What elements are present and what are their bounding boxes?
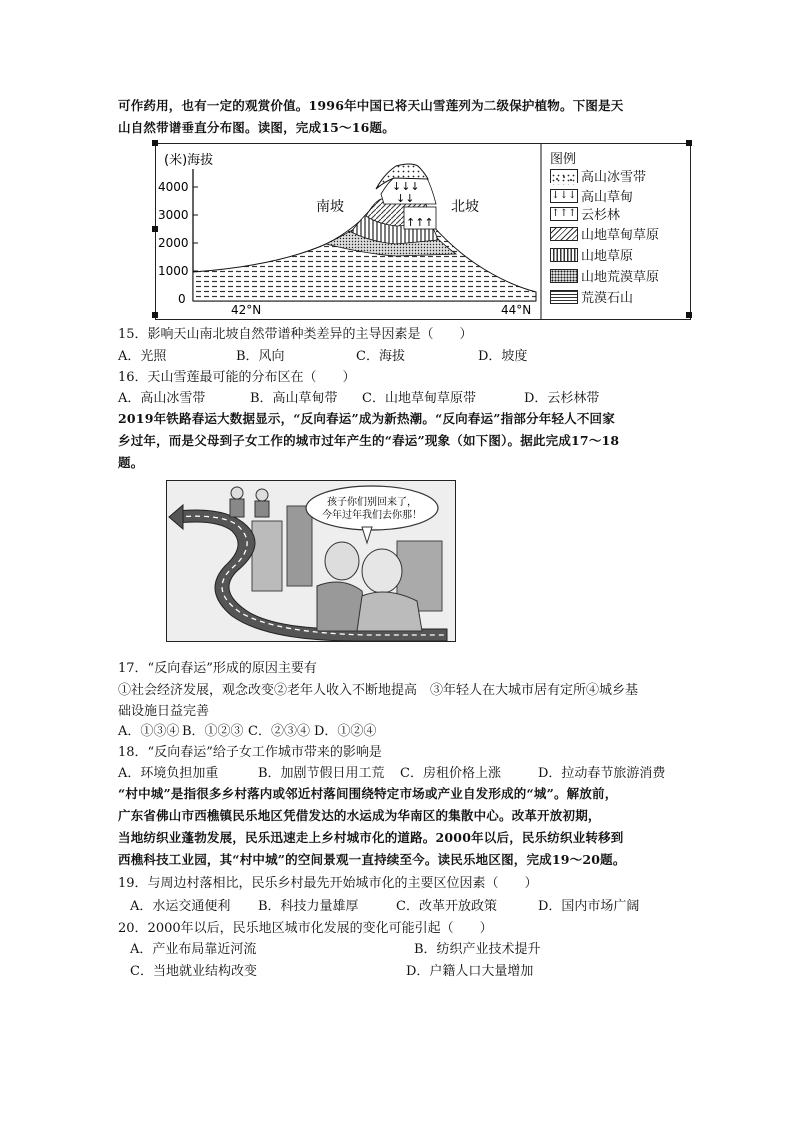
svg-text:↓↓: ↓↓ — [396, 192, 415, 205]
arrow-down-icon: ↓↓↓ — [551, 190, 577, 201]
option-d: D．①②④ — [314, 724, 377, 739]
legend-label: 高山草甸 — [581, 190, 634, 205]
option-b: B．科技力量雄厚 — [258, 899, 359, 914]
option-c: C．山地草甸草原带 — [362, 391, 476, 406]
option-d: D．国内市场广阔 — [538, 899, 640, 914]
intro-paragraph-line: 西樵科技工业园，其“村中城”的空间景观一直持续至今。读民乐地区图，完成19～20题。 — [118, 852, 626, 867]
question-20-stem: 20．2000年以后，民乐地区城市化发展的变化可能引起（ ） — [118, 921, 493, 936]
option-b: B．加剧节假日用工荒 — [258, 766, 385, 781]
intro-paragraph-line: 山自然带谱垂直分布图。读图，完成15～16题。 — [118, 120, 395, 135]
option-a: A．环境负担加重 — [118, 766, 219, 781]
svg-text:↓↓↓: ↓↓↓ — [392, 180, 420, 193]
horizontal-dash-icon — [550, 290, 578, 304]
option-a: A．水运交通便利 — [130, 899, 231, 914]
question-17-options — [118, 722, 376, 742]
option-b: B．高山草甸带 — [250, 391, 338, 406]
question-19-stem: 19．与周边村落相比，民乐乡村最先开始城市化的主要区位因素（ ） — [118, 876, 538, 891]
x-tick-label: 42°N — [231, 303, 262, 317]
x-tick-label: 44°N — [501, 303, 532, 317]
legend-label: 山地草甸草原 — [581, 228, 660, 243]
question-16-options — [118, 389, 599, 409]
dense-dots-icon — [550, 269, 578, 283]
legend-title: 图例 — [550, 152, 577, 167]
y-tick-label: 0 — [178, 292, 186, 306]
question-15-stem: 15．影响天山南北坡自然带谱种类差异的主导因素是（ ） — [118, 327, 473, 342]
option-d: D．户籍人口大量增加 — [406, 964, 534, 979]
question-20-options — [130, 962, 533, 982]
legend-label: 高山冰雪带 — [581, 170, 647, 185]
legend-label: 山地草原 — [581, 249, 634, 264]
option-d: D．云杉林带 — [524, 391, 600, 406]
legend-label: 云杉林 — [581, 208, 621, 223]
question-19-options — [130, 897, 639, 917]
tianshan-zonation-diagram — [155, 143, 691, 320]
option-b: B．①②③ — [182, 724, 244, 739]
option-a: A．光照 — [118, 349, 167, 364]
option-b: B．纺织产业技术提升 — [414, 942, 541, 957]
speech-bubble-line: 今年过年我们去你那！ — [322, 510, 422, 521]
y-tick-label: 1000 — [158, 264, 189, 278]
option-c: C．房租价格上涨 — [400, 766, 501, 781]
intro-paragraph-line: 广东省佛山市西樵镇民乐地区凭借发达的水运成为华南区的集散中心。改革开放初期， — [118, 808, 601, 823]
option-a: A．高山冰雪带 — [118, 391, 206, 406]
legend-label: 山地荒漠草原 — [581, 270, 660, 285]
intro-paragraph-line: “村中城”是指很多乡村落内或邻近村落间围绕特定市场或产业自发形成的“城”。解放前， — [118, 786, 618, 801]
reverse-spring-migration-cartoon — [166, 480, 456, 642]
option-d: D．拉动春节旅游消费 — [538, 766, 666, 781]
option-b: B．风向 — [236, 349, 285, 364]
y-tick-label: 2000 — [158, 236, 189, 250]
question-18-stem: 18．“反向春运”给子女工作城市带来的影响是 — [118, 745, 382, 760]
cartoon-illustration — [167, 481, 455, 641]
speech-bubble-line: 孩子你们别回来了， — [327, 497, 417, 508]
question-15-options — [118, 347, 527, 367]
dots-icon — [550, 169, 578, 183]
option-c: C．海拔 — [356, 349, 405, 364]
legend-label: 荒漠石山 — [581, 291, 634, 306]
option-c: C．当地就业结构改变 — [130, 964, 257, 979]
intro-paragraph-line: 2019年铁路春运大数据显示，“反向春运”成为新热潮。“反向春运”指部分年轻人不回家 — [118, 411, 615, 426]
y-axis-label: (米)海拔 — [164, 153, 214, 168]
question-17-stem: 17．“反向春运”形成的原因主要有 — [118, 661, 317, 676]
question-18-options — [118, 764, 665, 784]
question-20-options — [130, 940, 541, 960]
question-17-statements: 础设施日益完善 — [118, 704, 210, 719]
question-17-statements: ①社会经济发展，观念改变②老年人收入不断地提高 ③年轻人在大城市居有定所④城乡基 — [118, 683, 639, 698]
y-tick-label: 4000 — [158, 180, 189, 194]
question-16-stem: 16．天山雪莲最可能的分布区在（ ） — [118, 370, 356, 385]
option-a: A．①③④ — [118, 724, 180, 739]
diagonal-hatch-icon — [550, 227, 578, 241]
intro-paragraph-line: 题。 — [118, 455, 144, 470]
option-c: C．②③④ — [248, 724, 310, 739]
intro-paragraph-line: 当地纺织业蓬勃发展，民乐迅速走上乡村城市化的道路。2000年以后，民乐纺织业转移到 — [118, 830, 624, 845]
option-a: A．产业布局靠近河流 — [130, 942, 257, 957]
south-slope-label: 南坡 — [316, 199, 344, 215]
svg-text:↑↑↑: ↑↑↑ — [406, 216, 434, 229]
intro-paragraph-line: 乡过年，而是父母到子女工作的城市过年产生的“春运”现象（如下图）。据此完成17～18 — [118, 433, 620, 448]
option-d: D．坡度 — [478, 349, 528, 364]
intro-paragraph-line: 可作药用，也有一定的观赏价值。1996年中国已将天山雪莲列为二级保护植物。下图是天 — [118, 98, 624, 113]
y-tick-label: 3000 — [158, 208, 189, 222]
north-slope-label: 北坡 — [451, 199, 479, 215]
arrow-up-icon: ↑↑↑ — [551, 208, 577, 219]
option-c: C．改革开放政策 — [396, 899, 497, 914]
vertical-hatch-icon — [550, 248, 578, 262]
